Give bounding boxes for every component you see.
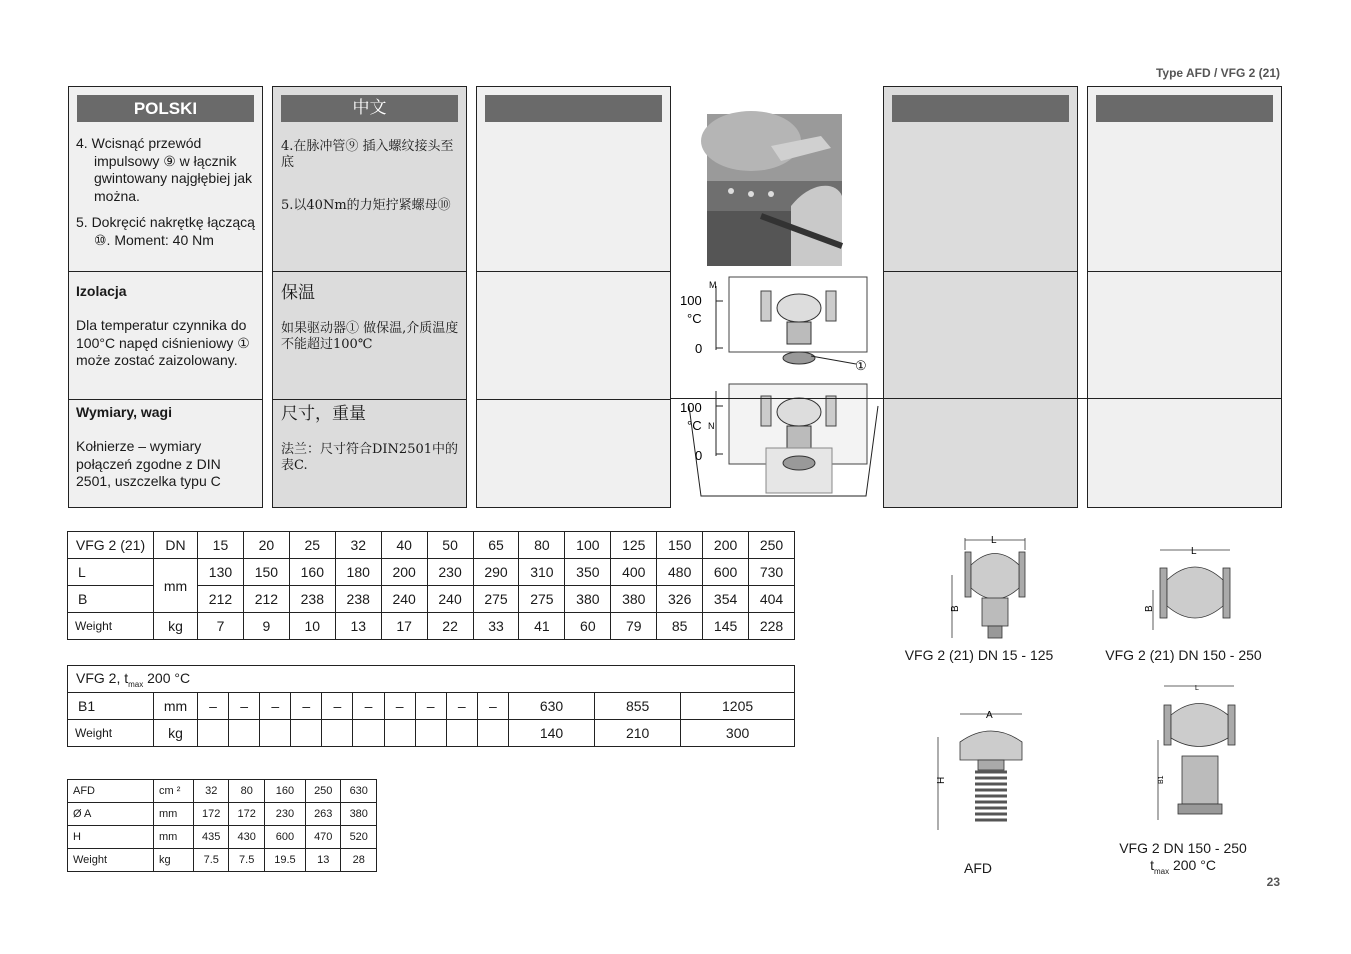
table-cell: 238 xyxy=(289,586,335,613)
table-cell: 15 xyxy=(198,532,244,559)
table-cell: 172 xyxy=(229,803,264,826)
table-cell: 404 xyxy=(749,586,795,613)
table-cell: 28 xyxy=(341,849,377,872)
divider xyxy=(477,271,670,272)
divider xyxy=(477,399,670,400)
table-cell: 520 xyxy=(341,826,377,849)
table-cell: – xyxy=(384,693,415,720)
table-cell: 65 xyxy=(473,532,519,559)
table-cell: H xyxy=(68,826,154,849)
drawing-caption-tmax: VFG 2 DN 150 - 250 $t_{max}$ 200 °C xyxy=(1119,840,1247,876)
chinese-header: 中文 xyxy=(281,95,458,122)
table-cell: 79 xyxy=(611,613,657,640)
drawing-caption-dn15-125: VFG 2 (21) DN 15 - 125 xyxy=(904,647,1054,663)
table-cell: 275 xyxy=(473,586,519,613)
table-cell: 230 xyxy=(427,559,473,586)
divider xyxy=(273,271,466,272)
chinese-dimensions-title: 尺寸，重量 xyxy=(281,404,366,424)
table-cell: 130 xyxy=(198,559,244,586)
section-divider-line xyxy=(671,398,1282,399)
dimensions-text: Kołnierze – wymiary połączeń zgodne z DIN 2501, uszczelka typu C xyxy=(76,438,221,489)
table-cell: 7.5 xyxy=(229,849,264,872)
insulation-diagram-lower xyxy=(689,384,878,496)
table-cell: mm xyxy=(154,693,198,720)
table-cell: 275 xyxy=(519,586,565,613)
document-type: Type AFD / VFG 2 (21) xyxy=(1155,66,1280,80)
table-row xyxy=(68,559,795,586)
table-cell: – xyxy=(260,693,291,720)
table-cell: 32 xyxy=(335,532,381,559)
impulse-tube-photo xyxy=(701,111,842,266)
table-cell: – xyxy=(198,693,229,720)
divider xyxy=(69,271,262,272)
table-cell: 7.5 xyxy=(194,849,229,872)
table-cell xyxy=(446,720,477,747)
zero-label-upper: 0 xyxy=(695,341,703,356)
table-cell: 630 xyxy=(508,693,594,720)
blank-column-5 xyxy=(883,86,1078,508)
table-cell: 80 xyxy=(229,780,264,803)
table-cell: 435 xyxy=(194,826,229,849)
table-cell: mm xyxy=(154,826,194,849)
chinese-insulation-text: 如果驱动器① 做保温,介质温度不能超过100℃ xyxy=(281,321,459,352)
empty-header xyxy=(485,95,662,122)
drawing-caption-afd: AFD xyxy=(964,860,992,876)
dim-l-label: L xyxy=(991,535,997,546)
table-cell: 10 xyxy=(289,613,335,640)
table-cell: 240 xyxy=(427,586,473,613)
table-cell: Weight xyxy=(68,613,154,640)
table-cell: 480 xyxy=(657,559,703,586)
table-cell: 430 xyxy=(229,826,264,849)
table-cell: – xyxy=(415,693,446,720)
dim-b-label: B xyxy=(1144,605,1155,612)
table-cell: 100 xyxy=(565,532,611,559)
table-cell: – xyxy=(477,693,508,720)
marker-n-label: N xyxy=(708,421,715,431)
table-cell: 7 xyxy=(198,613,244,640)
table-row xyxy=(68,693,795,720)
insulation-title: Izolacja xyxy=(76,283,127,299)
table-cell: 212 xyxy=(243,586,289,613)
table-cell: 263 xyxy=(306,803,341,826)
dim-h-label: H xyxy=(936,776,947,784)
dim-l-label: L xyxy=(1191,546,1197,557)
table-cell: 230 xyxy=(264,803,305,826)
table-cell: 240 xyxy=(381,586,427,613)
blank-column-3 xyxy=(476,86,671,508)
table-cell: 210 xyxy=(595,720,681,747)
polski-step-5: 5. Dokręcić nakrętkę łączącą ⑩. Moment: 40 Nm xyxy=(76,214,255,248)
chinese-step-4: 4.在脉冲管⑨ 插入螺纹接头至底 xyxy=(281,139,454,170)
vfg-dn150-250-drawing xyxy=(1138,540,1248,632)
table-cell: 40 xyxy=(381,532,427,559)
table-cell: Weight xyxy=(68,720,154,747)
table-cell: 160 xyxy=(289,559,335,586)
table-cell: 630 xyxy=(341,780,377,803)
table-cell: 380 xyxy=(341,803,377,826)
table-cell: L xyxy=(68,559,154,586)
table-cell: – xyxy=(291,693,322,720)
table-cell: VFG 2 (21) xyxy=(68,532,154,559)
table-cell: 50 xyxy=(427,532,473,559)
table-cell xyxy=(229,720,260,747)
table-cell: AFD xyxy=(68,780,154,803)
temp-unit-label-upper: °C xyxy=(687,311,702,326)
blank-column-6 xyxy=(1087,86,1282,508)
table-cell: – xyxy=(446,693,477,720)
table-cell: 250 xyxy=(749,532,795,559)
table-cell: – xyxy=(322,693,353,720)
tmax-table-title: VFG 2, $t_{max}$ 200 °C xyxy=(68,666,795,693)
table-cell xyxy=(291,720,322,747)
table-cell: 160 xyxy=(264,780,305,803)
divider xyxy=(1088,271,1281,272)
table-row xyxy=(68,826,377,849)
table-cell xyxy=(415,720,446,747)
empty-header xyxy=(892,95,1069,122)
chinese-step-5: 5.以40Nm的力矩拧紧螺母⑩ xyxy=(281,198,451,213)
insulation-text: Dla temperatur czynnika do 100°C napęd ciśnieniowy ① może zostać zaizolowany. xyxy=(76,317,250,368)
table-cell: 238 xyxy=(335,586,381,613)
vfg-tmax-drawing xyxy=(1148,680,1250,832)
table-cell: mm xyxy=(154,803,194,826)
divider xyxy=(69,399,262,400)
table-cell: kg xyxy=(154,720,198,747)
table-cell: 125 xyxy=(611,532,657,559)
temp-100-label-upper: 100 xyxy=(680,293,702,308)
table-cell: 600 xyxy=(264,826,305,849)
table-cell xyxy=(477,720,508,747)
table-cell: 300 xyxy=(681,720,795,747)
table-cell: 145 xyxy=(703,613,749,640)
dim-b1-label: B1 xyxy=(1158,775,1165,784)
table-cell: 9 xyxy=(243,613,289,640)
chinese-insulation-title: 保温 xyxy=(281,283,315,303)
divider xyxy=(273,399,466,400)
table-cell: 13 xyxy=(306,849,341,872)
table-cell: 150 xyxy=(657,532,703,559)
zero-label-lower: 0 xyxy=(695,448,703,463)
table-cell: 20 xyxy=(243,532,289,559)
table-cell: 290 xyxy=(473,559,519,586)
vfg-dn15-125-drawing xyxy=(930,530,1040,642)
table-cell: cm ² xyxy=(154,780,194,803)
table-cell: mm xyxy=(154,559,198,613)
table-cell: Weight xyxy=(68,849,154,872)
page-number: 23 xyxy=(1266,875,1280,889)
empty-header xyxy=(1096,95,1273,122)
table-cell: B xyxy=(68,586,154,613)
table-cell: – xyxy=(353,693,384,720)
table-cell: – xyxy=(229,693,260,720)
table-cell: 180 xyxy=(335,559,381,586)
table-cell: 200 xyxy=(381,559,427,586)
table-cell xyxy=(260,720,291,747)
dim-l-label: L xyxy=(1195,685,1199,692)
table-cell: 350 xyxy=(565,559,611,586)
table-cell: kg xyxy=(154,849,194,872)
table-cell: Ø A xyxy=(68,803,154,826)
table-cell: 354 xyxy=(703,586,749,613)
temp-unit-label-lower: °C xyxy=(687,418,702,433)
table-row xyxy=(68,666,795,693)
table-cell: 380 xyxy=(611,586,657,613)
table-cell: 25 xyxy=(289,532,335,559)
dimensions-title: Wymiary, wagi xyxy=(76,404,172,420)
table-row xyxy=(68,613,795,640)
table-cell xyxy=(198,720,229,747)
table-cell: 32 xyxy=(194,780,229,803)
callout-1-label: ① xyxy=(855,358,867,373)
table-cell: 1205 xyxy=(681,693,795,720)
table-cell: 310 xyxy=(519,559,565,586)
table-cell: 19.5 xyxy=(264,849,305,872)
temp-100-label-lower: 100 xyxy=(680,400,702,415)
table-cell: 41 xyxy=(519,613,565,640)
chinese-dimensions-text: 法兰：尺寸符合DIN2501中的表C. xyxy=(281,442,459,473)
insulation-diagram-upper xyxy=(716,277,867,364)
table-cell: 212 xyxy=(198,586,244,613)
table-cell: 250 xyxy=(306,780,341,803)
table-cell: 730 xyxy=(749,559,795,586)
table-cell: 855 xyxy=(595,693,681,720)
tmax-table xyxy=(67,665,795,747)
table-cell xyxy=(353,720,384,747)
table-cell: 17 xyxy=(381,613,427,640)
installation-illustrations xyxy=(671,86,883,508)
table-cell: 22 xyxy=(427,613,473,640)
table-cell: 33 xyxy=(473,613,519,640)
table-cell xyxy=(384,720,415,747)
afd-table xyxy=(67,779,377,872)
polski-column xyxy=(68,86,263,508)
polski-step-4: 4. Wcisnąć przewód impulsowy ⑨ w łącznik gwintowany najgłębiej jak można. xyxy=(76,135,252,204)
chinese-column xyxy=(272,86,467,508)
marker-m-label: M xyxy=(709,280,717,290)
dim-b-label: B xyxy=(950,605,961,612)
table-cell: 200 xyxy=(703,532,749,559)
table-cell: 13 xyxy=(335,613,381,640)
table-cell: 400 xyxy=(611,559,657,586)
table-cell: 150 xyxy=(243,559,289,586)
table-cell: 85 xyxy=(657,613,703,640)
table-row xyxy=(68,720,795,747)
table-row xyxy=(68,803,377,826)
table-cell: 140 xyxy=(508,720,594,747)
table-cell: 380 xyxy=(565,586,611,613)
table-cell: 172 xyxy=(194,803,229,826)
vfg-dimension-table xyxy=(67,531,795,640)
table-row xyxy=(68,532,795,559)
table-cell: 470 xyxy=(306,826,341,849)
dim-a-label: A xyxy=(986,710,993,721)
table-cell: 80 xyxy=(519,532,565,559)
table-row xyxy=(68,849,377,872)
divider xyxy=(884,271,1077,272)
table-cell xyxy=(322,720,353,747)
polski-header: POLSKI xyxy=(77,95,254,122)
table-cell: 228 xyxy=(749,613,795,640)
table-cell: DN xyxy=(154,532,198,559)
table-cell: 326 xyxy=(657,586,703,613)
table-cell: 60 xyxy=(565,613,611,640)
table-row xyxy=(68,780,377,803)
table-cell: 600 xyxy=(703,559,749,586)
drawing-caption-dn150-250: VFG 2 (21) DN 150 - 250 xyxy=(1105,647,1262,663)
table-cell: B1 xyxy=(68,693,154,720)
afd-actuator-drawing xyxy=(928,702,1032,834)
table-cell: kg xyxy=(154,613,198,640)
